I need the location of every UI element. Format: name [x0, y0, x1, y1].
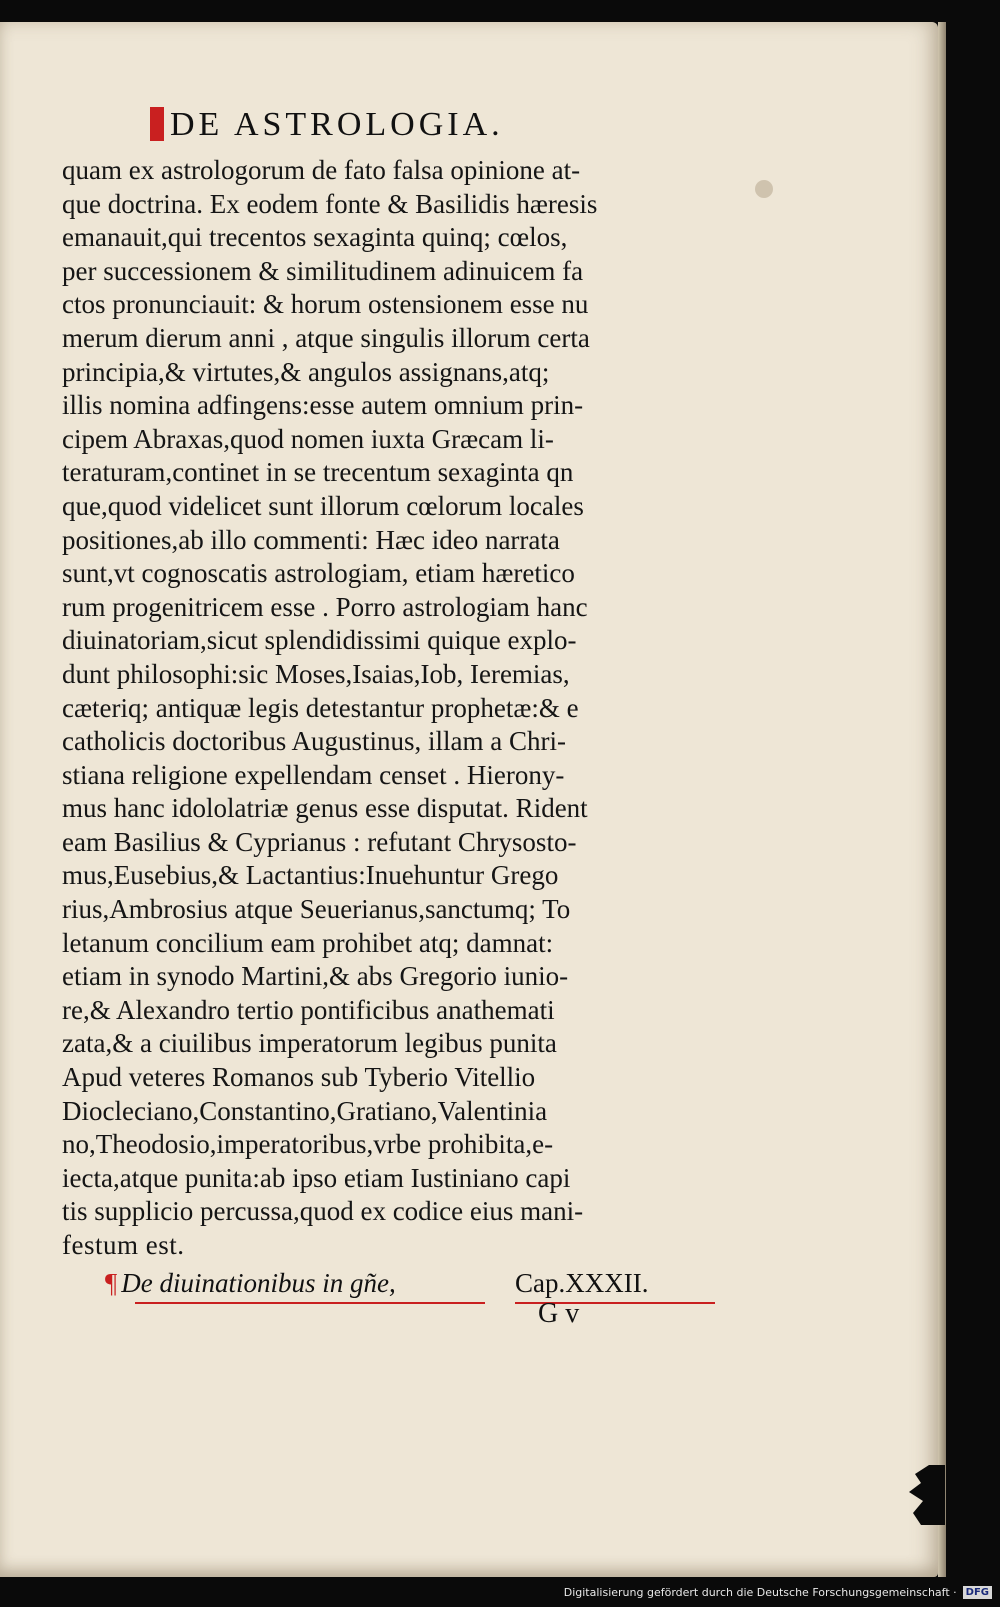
signature-mark: G v: [538, 1298, 580, 1329]
text-line: diuinatoriam,sicut splendidissimi quique explo-: [62, 625, 577, 656]
text-line: Apud veteres Romanos sub Tyberio Vitellio: [62, 1062, 536, 1093]
text-line: cipem Abraxas,quod nomen iuxta Græcam li-: [62, 423, 554, 454]
text-line: quam ex astrologorum de fato falsa opinione at-: [62, 155, 581, 185]
chapter-underline: [135, 1302, 485, 1304]
text-line: per successionem & similitudinem adinuicem fa: [62, 255, 584, 286]
text-line: emanauit,qui trecentos sexaginta quinq; cœlos,: [62, 222, 568, 253]
text-line: cæteriq; antiquæ legis detestantur prophetæ:& e: [62, 692, 579, 723]
text-line: que,quod videlicet sunt illorum cœlorum locales: [62, 490, 584, 521]
text-line: sunt,vt cognoscatis astrologiam, etiam hæretico: [62, 558, 575, 589]
text-line: dunt philosophi:sic Moses,Isaias,Iob, Ieremias,: [62, 658, 570, 689]
paper-stain: [755, 180, 773, 198]
chapter-title: De diuinationibus in gñe,: [121, 1268, 396, 1298]
text-line: mus hanc idololatriæ genus esse disputat. Rident: [62, 793, 588, 824]
text-line: principia,& virtutes,& angulos assignans,atq;: [62, 356, 550, 387]
text-line: eam Basilius & Cyprianus : refutant Chrysosto-: [62, 826, 577, 857]
text-line: letanum concilium eam prohibet atq; damnat:: [62, 927, 554, 958]
dfg-logo: DFG: [963, 1586, 992, 1599]
heading-text: DE ASTROLOGIA.: [170, 106, 504, 143]
text-line: positiones,ab illo commenti: Hæc ideo narrata: [62, 524, 560, 555]
text-line: re,& Alexandro tertio pontificibus anathemati: [62, 994, 555, 1025]
text-line: Diocleciano,Constantino,Gratiano,Valentinia: [62, 1095, 548, 1126]
text-line: catholicis doctoribus Augustinus, illam a Chri-: [62, 726, 566, 757]
text-line: tis supplicio percussa,quod ex codice eius mani-: [62, 1196, 584, 1227]
pilcrow-mark: ¶: [105, 1268, 118, 1298]
digitization-footer: [564, 1581, 992, 1603]
text-line: etiam in synodo Martini,& abs Gregorio iunio-: [62, 961, 569, 992]
running-heading: [150, 106, 504, 144]
text-line: festum est.: [62, 1230, 185, 1260]
page-edge: [938, 22, 946, 1577]
text-line: zata,& a ciuilibus imperatorum legibus punita: [62, 1028, 557, 1059]
text-line: stiana religione expellendam censet . Hierony-: [62, 759, 565, 790]
footer-text: Digitalisierung gefördert durch die Deutsche Forschungsgemeinschaft ·: [563, 1585, 957, 1599]
text-line: teraturam,continet in se trecentum sexaginta qn: [62, 457, 574, 488]
chapter-heading: [105, 1268, 725, 1299]
text-line: rum progenitricem esse . Porro astrologiam hanc: [62, 591, 588, 622]
text-line: illis nomina adfingens:esse autem omnium prin-: [62, 390, 584, 421]
text-line: iecta,atque punita:ab ipso etiam Iustiniano capi: [62, 1162, 571, 1193]
rubric-mark: [150, 107, 164, 141]
text-line: rius,Ambrosius atque Seuerianus,sanctumq; To: [62, 894, 571, 925]
text-line: merum dierum anni , atque singulis illorum certa: [62, 322, 590, 353]
text-line: ctos pronunciauit: & horum ostensionem esse nu: [62, 289, 589, 320]
chapter-number: Cap.XXXII.: [515, 1268, 649, 1298]
text-line: que doctrina. Ex eodem fonte & Basilidis hæresis: [62, 188, 598, 219]
body-text: [62, 154, 752, 1263]
text-line: mus,Eusebius,& Lactantius:Inuehuntur Grego: [62, 860, 559, 891]
text-line: no,Theodosio,imperatoribus,vrbe prohibita,e-: [62, 1129, 554, 1160]
